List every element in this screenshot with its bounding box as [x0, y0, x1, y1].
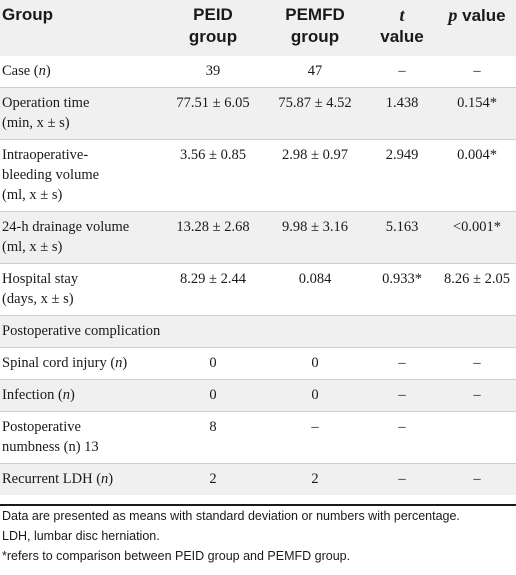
cell-pemfd: 0	[264, 380, 366, 412]
cell-peid: 8.29 ± 2.44	[162, 264, 264, 316]
footnote-data-presentation: Data are presented as means with standard deviation or numbers with percentage.	[2, 509, 460, 523]
cell-peid: 0	[162, 380, 264, 412]
cell-peid: 8	[162, 412, 264, 464]
header-pemfd: PEMFD group	[285, 5, 345, 46]
row-label: Postoperative numbness (n) 13	[0, 412, 162, 464]
row-label: Intraoperative- bleeding volume (ml, x ± s)	[0, 140, 162, 212]
cell-peid: 77.51 ± 6.05	[162, 88, 264, 140]
cell-p: –	[438, 348, 516, 380]
row-label: Case (n)	[2, 63, 51, 79]
cell-t: –	[366, 412, 438, 464]
cell-t: 5.163	[366, 212, 438, 264]
row-label: Recurrent LDH (n)	[0, 464, 162, 496]
table-row	[0, 380, 516, 412]
table-footnotes	[0, 504, 516, 568]
cell-pemfd: –	[264, 412, 366, 464]
cell-pemfd: 2	[264, 464, 366, 496]
table-row	[0, 316, 516, 348]
row-label: Infection (n)	[0, 380, 162, 412]
header-group: Group	[2, 5, 53, 24]
table-row	[0, 212, 516, 264]
cell-p: –	[438, 464, 516, 496]
cell-p: <0.001*	[438, 212, 516, 264]
table-header-row	[0, 0, 516, 56]
cell-t: –	[366, 380, 438, 412]
row-label-section: Postoperative complication	[0, 316, 516, 348]
table-row	[0, 348, 516, 380]
cell-pemfd: 47	[307, 63, 323, 79]
cell-p: 0.154*	[438, 88, 516, 140]
cell-t: 2.949	[366, 140, 438, 212]
cell-t: –	[366, 464, 438, 496]
row-label: Spinal cord injury (n)	[0, 348, 162, 380]
cell-peid: 39	[205, 63, 221, 79]
cell-pemfd: 9.98 ± 3.16	[264, 212, 366, 264]
table-row	[0, 464, 516, 496]
cell-pemfd: 0	[264, 348, 366, 380]
cell-t: 0.933*	[366, 264, 438, 316]
footnote-abbreviation: LDH, lumbar disc herniation.	[2, 529, 160, 543]
table-row	[0, 56, 516, 88]
row-label: Hospital stay (days, x ± s)	[0, 264, 162, 316]
row-label: Operation time (min, x ± s)	[0, 88, 162, 140]
cell-pemfd: 2.98 ± 0.97	[264, 140, 366, 212]
cell-t: 1.438	[366, 88, 438, 140]
cell-pemfd: 0.084	[264, 264, 366, 316]
footnote-asterisk: *refers to comparison between PEID group and PEMFD group.	[2, 549, 351, 563]
header-peid: PEID group	[188, 5, 238, 46]
cell-peid: 0	[162, 348, 264, 380]
cell-t: –	[398, 63, 406, 79]
cell-p: –	[473, 63, 481, 79]
header-p-value: p value	[448, 5, 506, 25]
table-row	[0, 140, 516, 212]
cell-p	[438, 412, 516, 464]
cell-p: 8.26 ± 2.05	[438, 264, 516, 316]
cell-p: –	[438, 380, 516, 412]
cell-peid: 3.56 ± 0.85	[162, 140, 264, 212]
header-t-value: t value	[380, 5, 424, 46]
cell-p: 0.004*	[438, 140, 516, 212]
row-label: 24-h drainage volume (ml, x ± s)	[0, 212, 162, 264]
cell-pemfd: 75.87 ± 4.52	[264, 88, 366, 140]
table-row	[0, 264, 516, 316]
table-row	[0, 88, 516, 140]
cell-t: –	[366, 348, 438, 380]
cell-peid: 2	[162, 464, 264, 496]
table-row	[0, 412, 516, 464]
cell-peid: 13.28 ± 2.68	[162, 212, 264, 264]
